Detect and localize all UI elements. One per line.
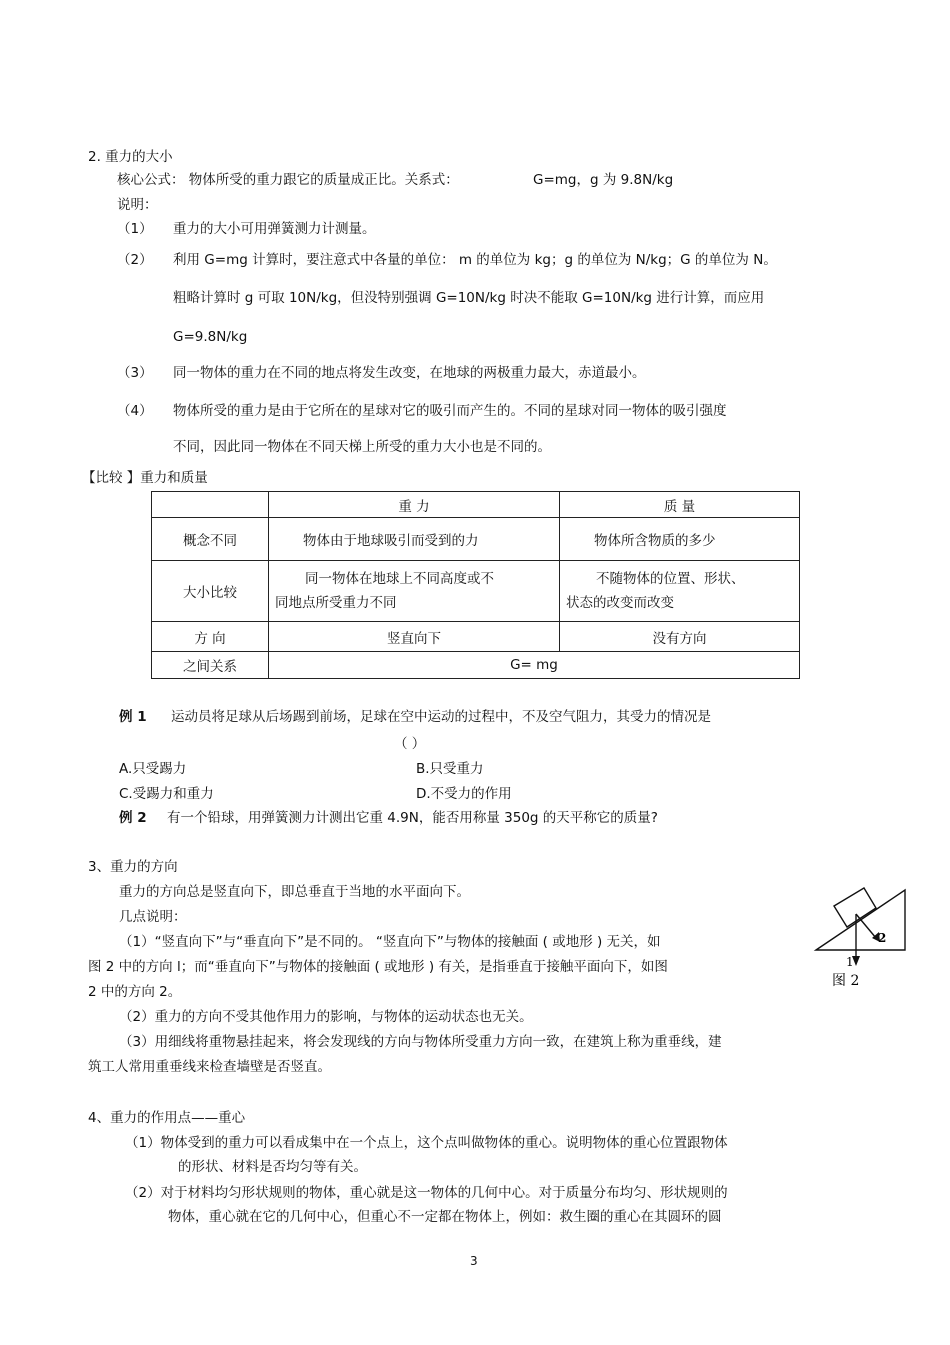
gravity-cell: 竖直向下 [269, 622, 560, 652]
table-header-gravity: 重 力 [269, 492, 560, 518]
direction-label-2: 2 [878, 931, 887, 945]
direction-statement: 重力的方向总是竖直向下，即总垂直于当地的水平面向下。 [119, 884, 470, 900]
item-4-text-line2: 不同，因此同一物体在不同天梯上所受的重力大小也是不同的。 [173, 439, 551, 455]
row-label: 大小比较 [152, 561, 269, 622]
note-3-line2: 筑工人常用重垂线来检查墙壁是否竖直。 [88, 1059, 331, 1075]
notes-label: 几点说明： [119, 909, 187, 925]
figure-caption: 图 2 [832, 973, 860, 989]
option-a: A.只受踢力 [119, 761, 187, 777]
section-2-heading: 2. 重力的大小 [88, 149, 173, 165]
page-number: 3 [470, 1254, 478, 1268]
example-1-label: 例 1 [119, 709, 147, 725]
item-1-text: 重力的大小可用弹簧测力计测量。 [173, 221, 376, 237]
item-1-number: （1） [117, 221, 153, 237]
item-4-text: 物体所受的重力是由于它所在的星球对它的吸引而产生的。不同的星球对同一物体的吸引强度 [173, 403, 727, 419]
option-b: B.只受重力 [416, 761, 484, 777]
figure-2-incline [812, 884, 912, 990]
table-header-row [152, 492, 800, 518]
mass-cell: 没有方向 [560, 622, 800, 652]
example-1-blank: （ ） [394, 736, 426, 752]
gravity-cell: 物体由于地球吸引而受到的力 [269, 518, 560, 561]
table-row [152, 561, 800, 622]
option-c: C.受踢力和重力 [119, 786, 214, 802]
relation-cell: G= mg [269, 652, 800, 679]
compare-title: 【比较 】重力和质量 [82, 470, 208, 486]
row-label: 方 向 [152, 622, 269, 652]
center-note-1-line1: （1）物体受到的重力可以看成集中在一个点上，这个点叫做物体的重心。说明物体的重心位置跟物体 [125, 1135, 728, 1151]
gravity-cell [269, 561, 560, 622]
note-1-line1: （1）“竖直向下”与“垂直向下”是不同的。 “竖直向下”与物体的接触面 ( 或地形 ) 无关，如 [119, 934, 661, 950]
table-row [152, 652, 800, 679]
item-2-text-line3: G=9.8N/kg [173, 329, 248, 345]
table-header-mass: 质 量 [560, 492, 800, 518]
perpendicular-direction-line [856, 914, 876, 938]
note-1-line2: 图 2 中的方向 l；而“垂直向下”与物体的接触面 ( 或地形 ) 有关，是指垂直于接触平面向下，如图 [88, 959, 668, 975]
table-header-blank [152, 492, 269, 518]
mass-cell-line1: 不随物体的位置、形状、 [596, 571, 745, 587]
option-d: D.不受力的作用 [416, 786, 512, 802]
mass-cell-line2: 状态的改变而改变 [566, 595, 674, 611]
mass-cell: 物体所含物质的多少 [560, 518, 800, 561]
section-4-heading: 4、重力的作用点——重心 [88, 1110, 246, 1126]
table-row [152, 518, 800, 561]
direction-label-1: 1 [846, 955, 854, 969]
gravity-cell-line1: 同一物体在地球上不同高度或不 [305, 571, 494, 587]
item-3-text: 同一物体的重力在不同的地点将发生改变，在地球的两极重力最大，赤道最小。 [173, 365, 646, 381]
gravity-cell-line2: 同地点所受重力不同 [275, 595, 397, 611]
note-3-line1: （3）用细线将重物悬挂起来，将会发现线的方向与物体所受重力方向一致，在建筑上称为重垂线，建 [119, 1034, 722, 1050]
section-3-heading: 3、重力的方向 [88, 859, 178, 875]
note-1-line3: 2 中的方向 2。 [88, 984, 182, 1000]
example-2-question: 有一个铅球，用弹簧测力计测出它重 4.9N，能否用称量 350g 的天平称它的质量? [167, 810, 658, 826]
mass-cell [560, 561, 800, 622]
row-label: 概念不同 [152, 518, 269, 561]
core-formula: G=mg，g 为 9.8N/kg [533, 172, 674, 188]
item-2-number: （2） [117, 252, 153, 268]
center-note-2-line2: 物体，重心就在它的几何中心，但重心不一定都在物体上，例如：救生圈的重心在其圆环的圆 [168, 1209, 722, 1225]
item-3-number: （3） [117, 365, 153, 381]
table-row [152, 622, 800, 652]
core-formula-line: 核心公式： 物体所受的重力跟它的质量成正比。关系式： [117, 172, 459, 188]
example-1-question: 运动员将足球从后场踢到前场，足球在空中运动的过程中，不及空气阻力，其受力的情况是 [171, 709, 711, 725]
explain-label: 说明： [117, 197, 158, 213]
item-2-text: 利用 G=mg 计算时，要注意式中各量的单位： m 的单位为 kg；g 的单位为 N/kg；G 的单位为 N。 [173, 252, 777, 268]
item-4-number: （4） [117, 403, 153, 419]
row-label: 之间关系 [152, 652, 269, 679]
item-2-text-line2: 粗略计算时 g 可取 10N/kg，但没特别强调 G=10N/kg 时决不能取 G=10N/kg 进行计算，而应用 [173, 290, 765, 306]
center-note-2-line1: （2）对于材料均匀形状规则的物体，重心就是这一物体的几何中心。对于质量分布均匀、形状规则的 [125, 1185, 728, 1201]
note-2: （2）重力的方向不受其他作用力的影响，与物体的运动状态也无关。 [119, 1009, 533, 1025]
center-note-1-line2: 的形状、材料是否均匀等有关。 [178, 1159, 367, 1175]
block-on-incline [834, 888, 876, 927]
example-2-label: 例 2 [119, 810, 147, 826]
comparison-table [151, 491, 800, 679]
